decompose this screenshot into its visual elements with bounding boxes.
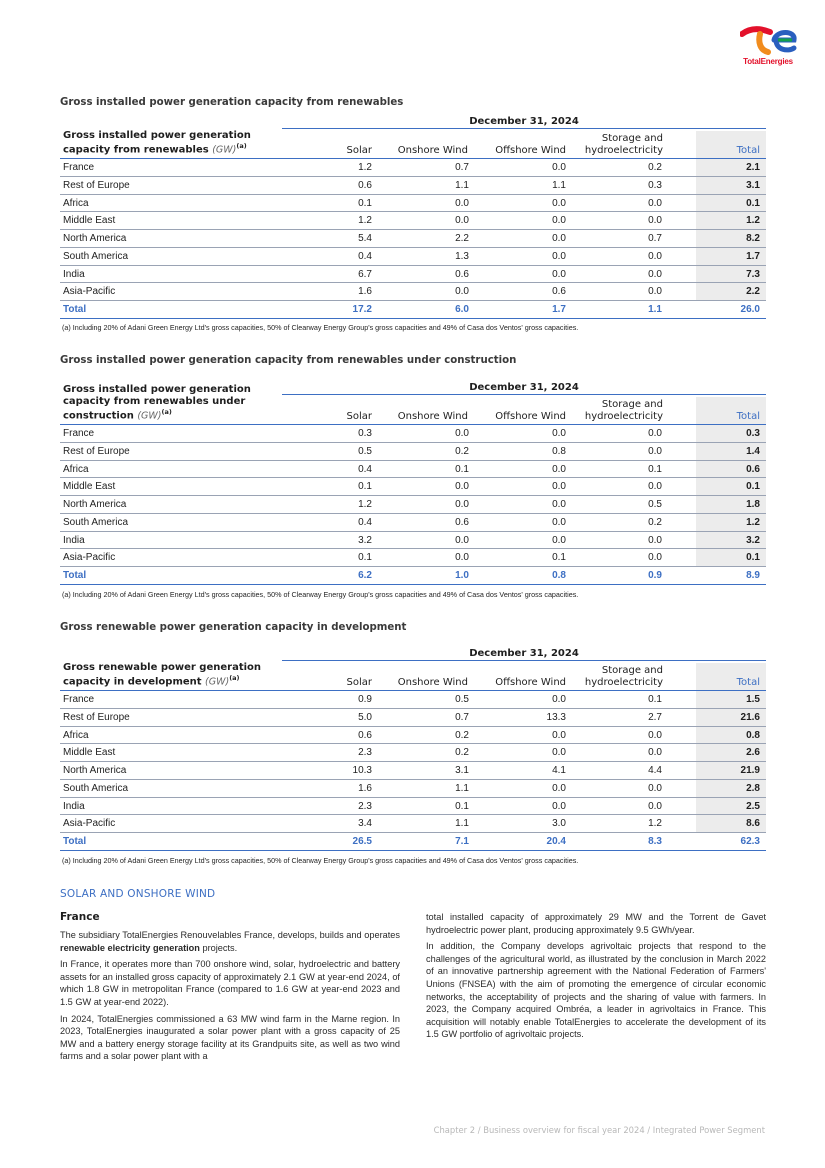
cell-value: 0.0 — [552, 162, 566, 173]
col-storage-hydro: Storage and hydroelectricity — [584, 133, 663, 156]
cell-value: 3.1 — [455, 765, 469, 776]
cell-value: 0.0 — [648, 534, 662, 546]
col-solar: Solar — [346, 144, 372, 156]
cell-value: 1.1 — [455, 782, 469, 794]
paragraph: The subsidiary TotalEnergies Renouvelables France, develops, builds and operates renewable electricity generation projects. — [60, 930, 400, 953]
cell-value: 0.1 — [358, 552, 372, 564]
cell-value: 26.5 — [352, 836, 372, 847]
row-label: Middle East — [63, 747, 116, 759]
cell-value: 0.0 — [552, 782, 566, 794]
cell-value: 0.2 — [455, 729, 469, 741]
cell-value: 1.8 — [746, 499, 760, 510]
page-footer: Chapter 2 / Business overview for fiscal year 2024 / Integrated Power Segment — [433, 1125, 765, 1135]
cell-value: 0.6 — [746, 463, 760, 475]
cell-value: 0.6 — [358, 179, 372, 191]
table-total-row — [60, 567, 766, 585]
table-row — [60, 744, 766, 762]
cell-value: 0.8 — [552, 570, 566, 581]
cell-value: 0.0 — [455, 552, 469, 564]
cell-value: 0.1 — [358, 197, 372, 209]
row-label: Asia-Pacific — [63, 552, 116, 564]
table-row — [60, 177, 766, 195]
cell-value: 0.5 — [455, 694, 469, 705]
table-row — [60, 212, 766, 230]
cell-value: 0.9 — [358, 694, 372, 705]
cell-value: 1.7 — [552, 304, 566, 315]
cell-value: 8.6 — [746, 818, 760, 830]
cell-value: 0.0 — [648, 481, 662, 493]
row-label: South America — [63, 782, 129, 794]
period-header: December 31, 2024 — [282, 116, 766, 129]
cell-value: 0.0 — [648, 286, 662, 298]
capacity-table-under-construction — [60, 382, 766, 585]
table-row — [60, 549, 766, 567]
cell-value: 0.7 — [455, 711, 469, 723]
cell-value: 0.2 — [648, 516, 662, 528]
subsection-heading: France — [60, 911, 100, 923]
cell-value: 0.3 — [746, 428, 760, 439]
cell-value: 62.3 — [740, 836, 760, 847]
cell-value: 0.1 — [552, 552, 566, 564]
cell-value: 0.1 — [746, 552, 760, 564]
cell-value: 0.0 — [552, 250, 566, 262]
cell-value: 0.2 — [455, 747, 469, 759]
cell-value: 1.4 — [746, 445, 760, 457]
cell-value: 2.3 — [358, 747, 372, 759]
cell-value: 2.6 — [746, 747, 760, 759]
table-row-header: Gross renewable power generation capacity in development (GW)$^{(a)}$ — [63, 661, 262, 688]
cell-value: 0.6 — [455, 268, 469, 280]
cell-value: 0.0 — [455, 534, 469, 546]
cell-value: 1.1 — [648, 304, 662, 315]
cell-value: 0.0 — [455, 286, 469, 298]
row-label: Africa — [63, 463, 89, 475]
table-row — [60, 461, 766, 479]
cell-value: 17.2 — [352, 304, 372, 315]
cell-value: 8.3 — [648, 836, 662, 847]
cell-value: 1.1 — [552, 179, 566, 191]
table-footnote: (a) Including 20% of Adani Green Energy Ltd's gross capacities, 50% of Clearway Energy Group's gross capacities and 49% of Casa dos Ventos' gross capacities. — [62, 590, 579, 599]
col-total: Total — [736, 676, 760, 688]
period-header: December 31, 2024 — [282, 382, 766, 395]
cell-value: 6.0 — [455, 304, 469, 315]
paragraph: In addition, the Company develops agrivoltaic projects that respond to the challenges of the agricultural world, as illustrated by the conclusion in March 2022 of an innovative partnership agreement with the National Federation of Farmers' Unions (FNSEA) with the aim of promoting the emergence of circular economic networks, the acceptability of projects and the sharing of value with farmers. In 2023, the Company acquired Ombréa, a leader in agrivoltaics in France. This acquisition will notably enable TotalEnergies to accelerate the development of its 1.5 GW portfolio of agrivoltaic projects. — [426, 941, 766, 1040]
cell-value: 0.2 — [455, 445, 469, 457]
table-row — [60, 230, 766, 248]
cell-value: 0.0 — [552, 197, 566, 209]
table-title: Gross installed power generation capacity from renewables — [60, 97, 404, 108]
cell-value: 2.2 — [455, 233, 469, 244]
cell-value: 0.0 — [552, 428, 566, 439]
table-row — [60, 283, 766, 301]
cell-value: 0.0 — [552, 747, 566, 759]
row-label: India — [63, 534, 85, 546]
cell-value: 0.0 — [552, 233, 566, 244]
cell-value: 0.1 — [358, 481, 372, 493]
cell-value: 0.0 — [648, 445, 662, 457]
cell-value: 0.1 — [648, 463, 662, 475]
section-heading: SOLAR AND ONSHORE WIND — [60, 888, 216, 900]
col-onshore-wind: Onshore Wind — [397, 410, 468, 422]
cell-value: 0.0 — [455, 481, 469, 493]
cell-value: 0.0 — [648, 552, 662, 564]
cell-value: 1.1 — [455, 818, 469, 830]
cell-value: 0.6 — [552, 286, 566, 298]
cell-value: 0.1 — [455, 800, 469, 812]
row-label: North America — [63, 233, 127, 244]
paragraph: total installed capacity of approximately 29 MW and the Torrent de Gavet hydroelectric power plant, producing approximately 9.5 GWh/year. — [426, 912, 766, 935]
table-row — [60, 727, 766, 745]
cell-value: 2.8 — [746, 782, 760, 794]
period-header: December 31, 2024 — [282, 648, 766, 661]
cell-value: 0.0 — [648, 250, 662, 262]
cell-value: 5.0 — [358, 711, 372, 723]
cell-value: 1.5 — [746, 694, 760, 705]
row-label: Rest of Europe — [63, 179, 130, 191]
cell-value: 0.9 — [648, 570, 662, 581]
cell-value: 8.2 — [746, 233, 760, 244]
col-onshore-wind: Onshore Wind — [397, 144, 468, 156]
table-row — [60, 425, 766, 443]
cell-value: 0.0 — [648, 197, 662, 209]
table-row — [60, 248, 766, 266]
cell-value: 0.0 — [455, 197, 469, 209]
col-solar: Solar — [346, 676, 372, 688]
table-row — [60, 532, 766, 550]
cell-value: 1.2 — [358, 499, 372, 510]
cell-value: 0.0 — [648, 747, 662, 759]
col-storage-hydro: Storage and hydroelectricity — [584, 399, 663, 422]
brand-name: TotalEnergies — [743, 57, 793, 66]
cell-value: 2.1 — [746, 162, 760, 173]
cell-value: 8.9 — [746, 570, 760, 581]
row-label: North America — [63, 499, 127, 510]
table-row-header: Gross installed power generation capacity from renewables (GW)$^{(a)}$ — [63, 129, 251, 156]
cell-value: 0.0 — [648, 428, 662, 439]
cell-value: 0.4 — [358, 516, 372, 528]
table-title: Gross renewable power generation capacity in development — [60, 622, 407, 633]
capacity-table-installed — [60, 116, 766, 319]
cell-value: 0.6 — [455, 516, 469, 528]
table-row — [60, 815, 766, 833]
table-row — [60, 709, 766, 727]
cell-value: 21.6 — [740, 711, 760, 723]
table-row — [60, 798, 766, 816]
cell-value: 5.4 — [358, 233, 372, 244]
cell-value: 2.2 — [746, 286, 760, 298]
cell-value: 0.0 — [455, 428, 469, 439]
cell-value: 7.1 — [455, 836, 469, 847]
table-row — [60, 195, 766, 213]
cell-value: 0.7 — [648, 233, 662, 244]
cell-value: 3.2 — [746, 534, 760, 546]
col-offshore-wind: Offshore Wind — [495, 676, 566, 688]
cell-value: 2.3 — [358, 800, 372, 812]
row-label: Rest of Europe — [63, 445, 130, 457]
cell-value: 21.9 — [740, 765, 760, 776]
row-label: France — [63, 162, 95, 173]
cell-value: 0.0 — [552, 694, 566, 705]
table-footnote: (a) Including 20% of Adani Green Energy Ltd's gross capacities, 50% of Clearway Energy Group's gross capacities and 49% of Casa dos Ventos' gross capacities. — [62, 856, 579, 865]
table-row — [60, 762, 766, 780]
cell-value: 0.4 — [358, 250, 372, 262]
cell-value: 2.5 — [746, 800, 760, 812]
cell-value: 0.5 — [358, 445, 372, 457]
cell-value: 7.3 — [746, 268, 760, 280]
row-label: Middle East — [63, 481, 116, 493]
col-solar: Solar — [346, 410, 372, 422]
cell-value: 0.1 — [746, 197, 760, 209]
table-row-header: Gross installed power generation capacity from renewables under construction (GW)$^{(a)}$ — [63, 384, 251, 422]
cell-value: 0.0 — [455, 215, 469, 227]
cell-value: 0.0 — [552, 534, 566, 546]
cell-value: 3.0 — [552, 818, 566, 830]
row-label: Total — [63, 304, 87, 315]
cell-value: 0.2 — [648, 162, 662, 173]
cell-value: 0.4 — [358, 463, 372, 475]
cell-value: 0.0 — [552, 215, 566, 227]
cell-value: 0.6 — [358, 729, 372, 741]
row-label: Africa — [63, 729, 89, 741]
row-label: Total — [63, 836, 87, 847]
cell-value: 4.4 — [648, 765, 662, 776]
cell-value: 1.2 — [358, 215, 372, 227]
cell-value: 0.1 — [648, 694, 662, 705]
cell-value: 0.8 — [746, 729, 760, 741]
row-label: South America — [63, 250, 129, 262]
cell-value: 0.0 — [648, 268, 662, 280]
cell-value: 1.2 — [648, 818, 662, 830]
table-total-row — [60, 301, 766, 319]
table-row — [60, 478, 766, 496]
col-onshore-wind: Onshore Wind — [397, 676, 468, 688]
cell-value: 13.3 — [546, 711, 566, 723]
row-label: Middle East — [63, 215, 116, 227]
col-total: Total — [736, 144, 760, 156]
table-total-row — [60, 833, 766, 851]
cell-value: 1.2 — [358, 162, 372, 173]
table-row — [60, 514, 766, 532]
table-footnote: (a) Including 20% of Adani Green Energy Ltd's gross capacities, 50% of Clearway Energy Group's gross capacities and 49% of Casa dos Ventos' gross capacities. — [62, 323, 579, 332]
cell-value: 0.0 — [552, 481, 566, 493]
col-offshore-wind: Offshore Wind — [495, 410, 566, 422]
row-label: France — [63, 428, 95, 439]
cell-value: 1.6 — [358, 286, 372, 298]
cell-value: 0.1 — [455, 463, 469, 475]
cell-value: 0.0 — [552, 516, 566, 528]
cell-value: 6.7 — [358, 268, 372, 280]
cell-value: 26.0 — [740, 304, 760, 315]
col-storage-hydro: Storage and hydroelectricity — [584, 665, 663, 688]
paragraph: In France, it operates more than 700 onshore wind, solar, hydroelectric and battery assets for an installed gross capacity of approximately 2.1 GW at year-end 2024, of which 1.8 GW in metropolitan France (compared to 1.6 GW at year-end 2023 and 1.5 GW at year-end 2022). — [60, 959, 400, 1007]
cell-value: 1.1 — [455, 179, 469, 191]
totalenergies-logo — [736, 24, 800, 68]
cell-value: 2.7 — [648, 711, 662, 723]
cell-value: 3.4 — [358, 818, 372, 830]
cell-value: 0.5 — [648, 499, 662, 510]
cell-value: 0.0 — [552, 463, 566, 475]
cell-value: 0.0 — [552, 729, 566, 741]
table-row — [60, 159, 766, 177]
cell-value: 1.7 — [746, 250, 760, 262]
logo-mark-icon — [740, 24, 798, 56]
row-label: Asia-Pacific — [63, 818, 116, 830]
row-label: India — [63, 800, 85, 812]
col-total: Total — [736, 410, 760, 422]
cell-value: 0.0 — [455, 499, 469, 510]
table-row — [60, 691, 766, 709]
cell-value: 0.3 — [648, 179, 662, 191]
cell-value: 0.0 — [648, 215, 662, 227]
cell-value: 3.2 — [358, 534, 372, 546]
cell-value: 1.2 — [746, 516, 760, 528]
table-row — [60, 496, 766, 514]
cell-value: 20.4 — [546, 836, 566, 847]
cell-value: 0.8 — [552, 445, 566, 457]
cell-value: 0.0 — [552, 268, 566, 280]
cell-value: 0.0 — [648, 800, 662, 812]
capacity-table-development — [60, 648, 766, 851]
cell-value: 0.1 — [746, 481, 760, 493]
cell-value: 1.6 — [358, 782, 372, 794]
table-row — [60, 780, 766, 798]
row-label: Africa — [63, 197, 89, 209]
cell-value: 0.7 — [455, 162, 469, 173]
cell-value: 1.0 — [455, 570, 469, 581]
row-label: Total — [63, 570, 87, 581]
row-label: India — [63, 268, 85, 280]
table-title: Gross installed power generation capacity from renewables under construction — [60, 355, 517, 366]
row-label: North America — [63, 765, 127, 776]
cell-value: 3.1 — [746, 179, 760, 191]
row-label: Asia-Pacific — [63, 286, 116, 298]
text-column-left — [60, 929, 400, 1067]
cell-value: 10.3 — [352, 765, 372, 776]
cell-value: 6.2 — [358, 570, 372, 581]
paragraph: In 2024, TotalEnergies commissioned a 63 MW wind farm in the Marne region. In 2023, TotalEnergies inaugurated a solar power plant with a gross capacity of 25 MW and a battery energy storage facility at its Grandpuits site, as well as two wind farms and a solar power plant with a — [60, 1013, 400, 1062]
cell-value: 0.0 — [648, 729, 662, 741]
table-row — [60, 443, 766, 461]
cell-value: 0.0 — [552, 800, 566, 812]
cell-value: 0.0 — [552, 499, 566, 510]
cell-value: 0.0 — [648, 782, 662, 794]
table-row — [60, 266, 766, 284]
cell-value: 1.3 — [455, 250, 469, 262]
cell-value: 4.1 — [552, 765, 566, 776]
row-label: France — [63, 694, 95, 705]
row-label: Rest of Europe — [63, 711, 130, 723]
cell-value: 0.3 — [358, 428, 372, 439]
row-label: South America — [63, 516, 129, 528]
text-column-right — [426, 911, 766, 1045]
col-offshore-wind: Offshore Wind — [495, 144, 566, 156]
cell-value: 1.2 — [746, 215, 760, 227]
